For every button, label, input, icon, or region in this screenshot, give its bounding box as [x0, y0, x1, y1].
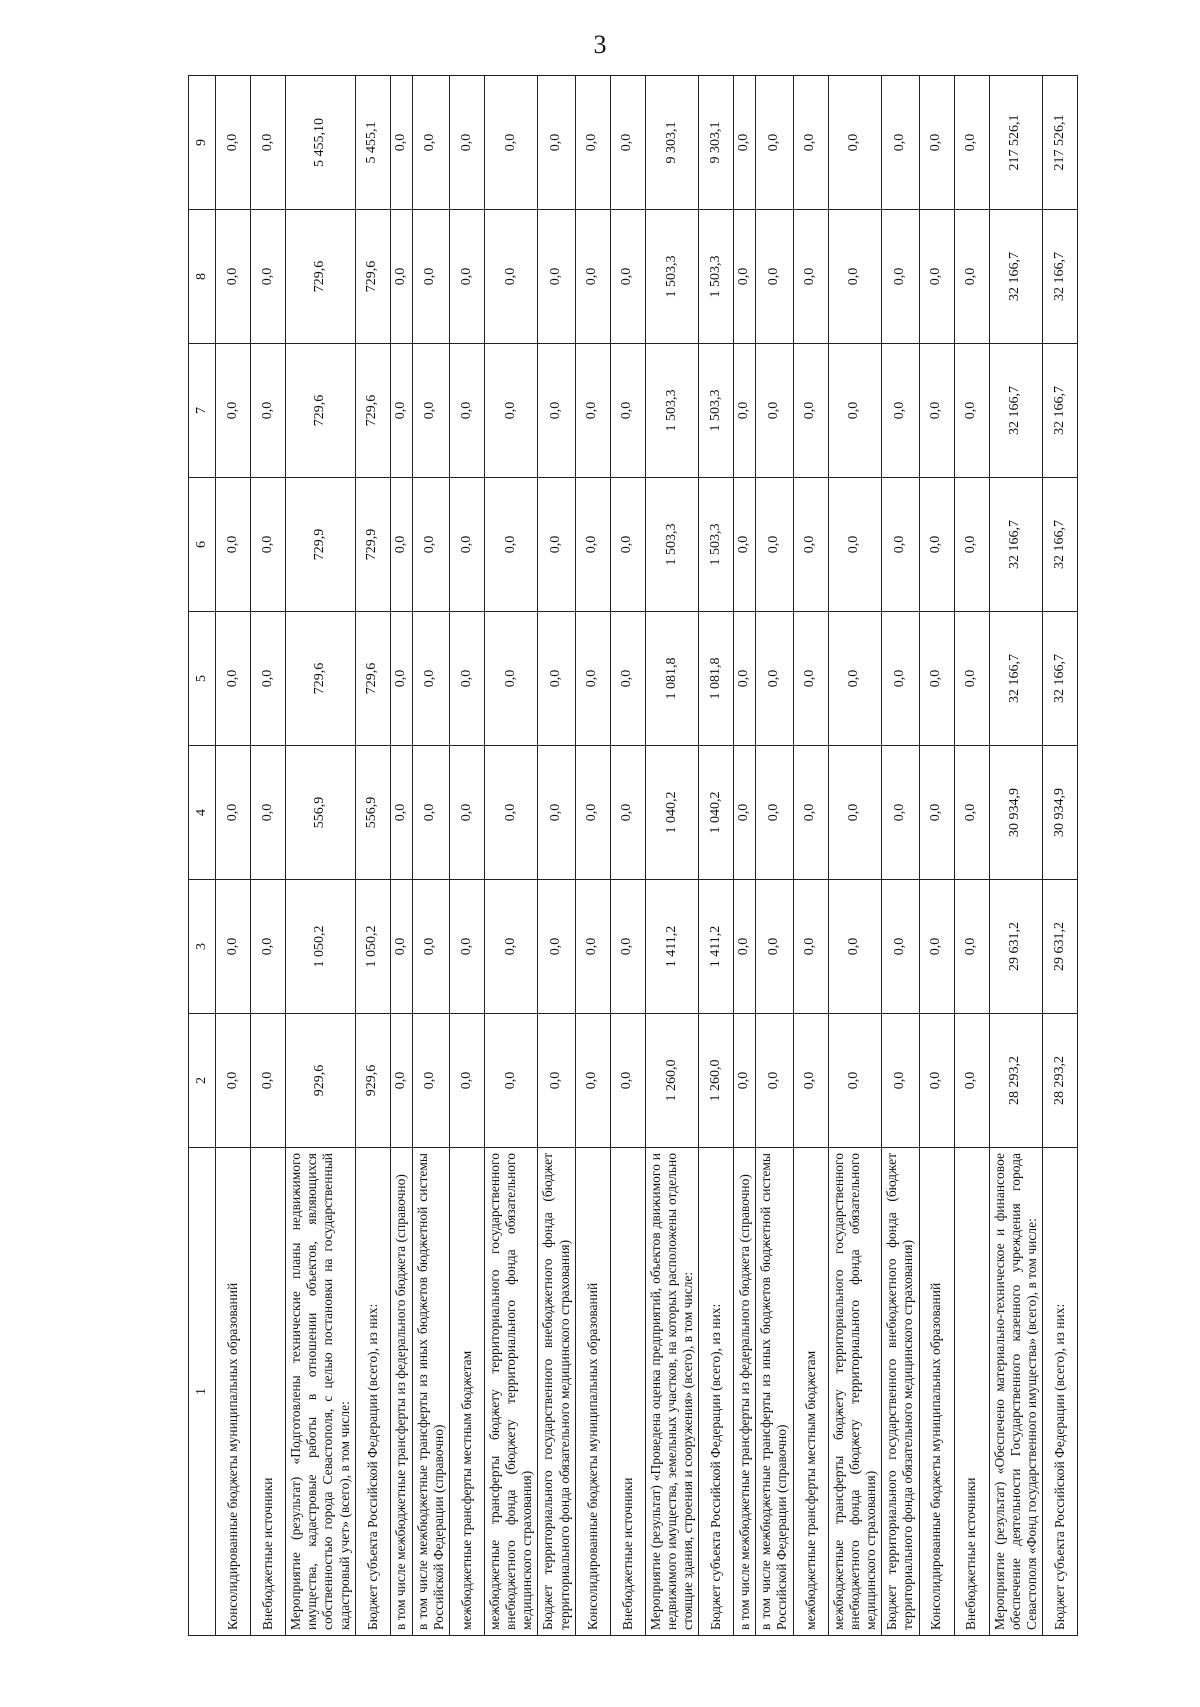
- row-value: 0,0: [449, 210, 484, 344]
- row-label: Консолидированные бюджеты муниципальных образований: [575, 1148, 610, 1636]
- column-header-7: 7: [189, 344, 216, 478]
- row-value: 0,0: [575, 1014, 610, 1148]
- row-value: 0,0: [882, 746, 919, 880]
- table-header-row: [189, 76, 216, 1636]
- row-value: 0,0: [828, 612, 882, 746]
- row-value: 0,0: [390, 344, 412, 478]
- row-value: 729,6: [355, 210, 390, 344]
- column-header-3: 3: [189, 880, 216, 1014]
- row-value: 32 166,7: [1043, 612, 1078, 746]
- row-value: 0,0: [216, 76, 251, 210]
- row-value: 0,0: [828, 880, 882, 1014]
- row-label: Бюджет субъекта Российской Федерации (всего), из них:: [1043, 1148, 1078, 1636]
- row-value: 32 166,7: [1043, 210, 1078, 344]
- row-value: 0,0: [954, 612, 989, 746]
- row-label: Мероприятие (результат) «Подготовлены технические планы недвижимого имущества, кадастровые работы в отношении объектов, являющихся собственностью города Севастополя, с целью постановки на государственный кадастровый учет» (всего), в том числе:: [286, 1148, 356, 1636]
- row-value: 0,0: [484, 344, 538, 478]
- row-value: 0,0: [251, 746, 286, 880]
- row-value: 0,0: [828, 478, 882, 612]
- row-value: 0,0: [251, 612, 286, 746]
- row-value: 0,0: [610, 880, 645, 1014]
- row-value: 556,9: [286, 746, 356, 880]
- row-value: 0,0: [251, 880, 286, 1014]
- row-value: 0,0: [756, 478, 793, 612]
- row-label: Мероприятие (результат) «Обеспечено материально-техническое и финансовое обеспечение деятельности Государственного казенного учреждения города Севастополя «Фонд государственного имущества» (всего), в том числе:: [989, 1148, 1043, 1636]
- row-value: 0,0: [575, 612, 610, 746]
- row-value: 0,0: [216, 880, 251, 1014]
- row-value: 0,0: [449, 1014, 484, 1148]
- row-value: 0,0: [610, 1014, 645, 1148]
- row-value: 0,0: [484, 76, 538, 210]
- row-value: 0,0: [575, 210, 610, 344]
- row-label: Мероприятие (результат) «Проведена оценка предприятий, объектов движимого и недвижимого имущества, земельных участков, на которых расположены отдельно стоящие здания, строения и сооружения» (всего), в том числе:: [645, 1148, 699, 1636]
- row-label: Внебюджетные источники: [954, 1148, 989, 1636]
- row-value: 1 503,3: [645, 344, 699, 478]
- row-value: 0,0: [390, 612, 412, 746]
- table-row: [286, 76, 356, 1636]
- row-value: 0,0: [919, 746, 954, 880]
- table-row: [1043, 76, 1078, 1636]
- row-value: 1 050,2: [286, 880, 356, 1014]
- table-row: [610, 76, 645, 1636]
- row-value: 0,0: [484, 210, 538, 344]
- row-value: 0,0: [882, 76, 919, 210]
- row-label: в том числе межбюджетные трансферты из федерального бюджета (справочно): [734, 1148, 756, 1636]
- row-value: 0,0: [575, 746, 610, 880]
- row-value: 0,0: [538, 612, 575, 746]
- row-value: 0,0: [216, 478, 251, 612]
- row-value: 0,0: [734, 746, 756, 880]
- row-value: 0,0: [538, 210, 575, 344]
- row-value: 0,0: [756, 612, 793, 746]
- row-value: 28 293,2: [989, 1014, 1043, 1148]
- row-value: 0,0: [756, 76, 793, 210]
- row-value: 1 081,8: [645, 612, 699, 746]
- row-value: 0,0: [828, 210, 882, 344]
- column-header-6: 6: [189, 478, 216, 612]
- row-value: 0,0: [756, 746, 793, 880]
- row-label: Бюджет субъекта Российской Федерации (всего), из них:: [699, 1148, 734, 1636]
- row-value: 1 040,2: [645, 746, 699, 880]
- row-value: 929,6: [286, 1014, 356, 1148]
- table-row: [734, 76, 756, 1636]
- row-value: 0,0: [449, 344, 484, 478]
- row-value: 0,0: [828, 76, 882, 210]
- row-value: 0,0: [954, 478, 989, 612]
- table-row: [645, 76, 699, 1636]
- column-header-8: 8: [189, 210, 216, 344]
- row-value: 729,6: [286, 344, 356, 478]
- table-row: [756, 76, 793, 1636]
- row-value: 32 166,7: [989, 210, 1043, 344]
- row-value: 9 303,1: [645, 76, 699, 210]
- row-value: 0,0: [793, 76, 828, 210]
- row-value: 0,0: [734, 880, 756, 1014]
- column-header-9: 9: [189, 76, 216, 210]
- row-label: Консолидированные бюджеты муниципальных образований: [216, 1148, 251, 1636]
- row-value: 0,0: [390, 880, 412, 1014]
- column-header-4: 4: [189, 746, 216, 880]
- row-value: 0,0: [575, 880, 610, 1014]
- row-value: 0,0: [484, 746, 538, 880]
- row-value: 0,0: [538, 344, 575, 478]
- row-value: 1 081,8: [699, 612, 734, 746]
- row-value: 729,6: [355, 344, 390, 478]
- row-value: 0,0: [216, 344, 251, 478]
- row-value: 1 411,2: [645, 880, 699, 1014]
- row-value: 929,6: [355, 1014, 390, 1148]
- row-value: 32 166,7: [989, 478, 1043, 612]
- row-value: 0,0: [412, 612, 449, 746]
- row-value: 0,0: [793, 880, 828, 1014]
- row-label: Бюджет территориального государственного внебюджетного фонда (бюджет территориального фонда обязательного медицинского страхования): [538, 1148, 575, 1636]
- row-value: 0,0: [734, 210, 756, 344]
- row-value: 0,0: [251, 1014, 286, 1148]
- row-value: 0,0: [575, 76, 610, 210]
- row-label: межбюджетные трансферты местным бюджетам: [449, 1148, 484, 1636]
- row-value: 0,0: [390, 1014, 412, 1148]
- row-value: 0,0: [610, 746, 645, 880]
- row-value: 0,0: [919, 612, 954, 746]
- row-value: 0,0: [216, 1014, 251, 1148]
- row-value: 0,0: [734, 1014, 756, 1148]
- row-value: 0,0: [882, 1014, 919, 1148]
- table-row: [390, 76, 412, 1636]
- row-label: Внебюджетные источники: [610, 1148, 645, 1636]
- row-value: 729,6: [286, 612, 356, 746]
- row-value: 729,6: [355, 612, 390, 746]
- row-value: 0,0: [538, 880, 575, 1014]
- table-body: [216, 76, 1078, 1636]
- row-value: 0,0: [484, 478, 538, 612]
- table-row: [412, 76, 449, 1636]
- row-value: 0,0: [828, 344, 882, 478]
- row-value: 0,0: [390, 210, 412, 344]
- row-value: 0,0: [412, 880, 449, 1014]
- row-value: 0,0: [251, 76, 286, 210]
- row-value: 0,0: [756, 880, 793, 1014]
- table-row: [251, 76, 286, 1636]
- row-value: 0,0: [793, 746, 828, 880]
- table-row: [793, 76, 828, 1636]
- row-value: 0,0: [954, 76, 989, 210]
- row-value: 0,0: [412, 478, 449, 612]
- table-row: [828, 76, 882, 1636]
- row-value: 0,0: [954, 344, 989, 478]
- table-row: [954, 76, 989, 1636]
- row-value: 0,0: [390, 478, 412, 612]
- table-row: [449, 76, 484, 1636]
- table-row: [575, 76, 610, 1636]
- row-value: 0,0: [734, 76, 756, 210]
- row-value: 0,0: [251, 344, 286, 478]
- column-header-2: 2: [189, 1014, 216, 1148]
- row-value: 0,0: [954, 880, 989, 1014]
- row-value: 0,0: [882, 344, 919, 478]
- row-value: 1 050,2: [355, 880, 390, 1014]
- table-row: [538, 76, 575, 1636]
- column-header-1: 1: [189, 1148, 216, 1636]
- row-value: 0,0: [390, 76, 412, 210]
- row-value: 30 934,9: [989, 746, 1043, 880]
- row-label: Бюджет субъекта Российской Федерации (всего), из них:: [355, 1148, 390, 1636]
- table-row: [355, 76, 390, 1636]
- row-value: 30 934,9: [1043, 746, 1078, 880]
- row-value: 0,0: [919, 478, 954, 612]
- row-value: 0,0: [484, 1014, 538, 1148]
- row-value: 0,0: [756, 1014, 793, 1148]
- row-value: 0,0: [610, 344, 645, 478]
- row-label: межбюджетные трансферты местным бюджетам: [793, 1148, 828, 1636]
- row-value: 5 455,10: [286, 76, 356, 210]
- row-value: 32 166,7: [1043, 344, 1078, 478]
- row-value: 1 503,3: [699, 210, 734, 344]
- row-label: межбюджетные трансферты бюджету территориального государственного внебюджетного фонда (бюджету территориального фонда обязательного медицинского страхования): [828, 1148, 882, 1636]
- row-value: 0,0: [954, 1014, 989, 1148]
- row-value: 0,0: [412, 1014, 449, 1148]
- row-value: 0,0: [538, 746, 575, 880]
- row-value: 29 631,2: [1043, 880, 1078, 1014]
- table-row: [919, 76, 954, 1636]
- row-value: 0,0: [484, 880, 538, 1014]
- row-value: 0,0: [610, 76, 645, 210]
- row-value: 1 040,2: [699, 746, 734, 880]
- row-value: 0,0: [412, 746, 449, 880]
- row-value: 0,0: [610, 478, 645, 612]
- row-value: 0,0: [412, 76, 449, 210]
- row-value: 0,0: [882, 478, 919, 612]
- row-value: 0,0: [449, 478, 484, 612]
- row-value: 217 526,1: [1043, 76, 1078, 210]
- row-value: 0,0: [882, 880, 919, 1014]
- row-value: 1 503,3: [645, 210, 699, 344]
- row-value: 0,0: [449, 76, 484, 210]
- row-value: 0,0: [882, 612, 919, 746]
- row-value: 0,0: [793, 612, 828, 746]
- row-value: 0,0: [828, 1014, 882, 1148]
- row-value: 0,0: [538, 1014, 575, 1148]
- row-value: 0,0: [793, 1014, 828, 1148]
- row-value: 0,0: [412, 210, 449, 344]
- row-value: 1 260,0: [699, 1014, 734, 1148]
- row-value: 32 166,7: [989, 612, 1043, 746]
- row-value: 0,0: [412, 344, 449, 478]
- row-value: 1 503,3: [699, 478, 734, 612]
- row-value: 0,0: [216, 746, 251, 880]
- row-label: в том числе межбюджетные трансферты из иных бюджетов бюджетной системы Российской Федерации (справочно): [756, 1148, 793, 1636]
- row-value: 1 260,0: [645, 1014, 699, 1148]
- row-label: Консолидированные бюджеты муниципальных образований: [919, 1148, 954, 1636]
- row-value: 0,0: [756, 210, 793, 344]
- row-value: 0,0: [390, 746, 412, 880]
- row-value: 729,6: [286, 210, 356, 344]
- row-value: 0,0: [919, 1014, 954, 1148]
- row-value: 0,0: [575, 344, 610, 478]
- column-header-5: 5: [189, 612, 216, 746]
- row-value: 0,0: [449, 880, 484, 1014]
- row-value: 729,9: [355, 478, 390, 612]
- row-value: 0,0: [610, 612, 645, 746]
- row-value: 0,0: [919, 76, 954, 210]
- rotated-table-wrapper: [188, 76, 1088, 1636]
- row-value: 0,0: [610, 210, 645, 344]
- row-value: 0,0: [793, 344, 828, 478]
- row-value: 1 411,2: [699, 880, 734, 1014]
- row-value: 0,0: [919, 344, 954, 478]
- row-value: 0,0: [954, 210, 989, 344]
- row-value: 5 455,1: [355, 76, 390, 210]
- row-label: Бюджет территориального государственного внебюджетного фонда (бюджет территориального фонда обязательного медицинского страхования): [882, 1148, 919, 1636]
- row-value: 32 166,7: [989, 344, 1043, 478]
- page-number: 3: [593, 30, 607, 59]
- row-value: 0,0: [538, 478, 575, 612]
- table-row: [989, 76, 1043, 1636]
- row-value: 32 166,7: [1043, 478, 1078, 612]
- row-value: 0,0: [449, 612, 484, 746]
- row-value: 556,9: [355, 746, 390, 880]
- row-value: 0,0: [882, 210, 919, 344]
- row-value: 29 631,2: [989, 880, 1043, 1014]
- row-value: 1 503,3: [699, 344, 734, 478]
- row-value: 0,0: [575, 478, 610, 612]
- row-value: 0,0: [828, 746, 882, 880]
- row-value: 0,0: [484, 612, 538, 746]
- row-label: межбюджетные трансферты бюджету территориального государственного внебюджетного фонда (бюджету территориального фонда обязательного медицинского страхования): [484, 1148, 538, 1636]
- table-row: [882, 76, 919, 1636]
- row-value: 0,0: [793, 210, 828, 344]
- row-value: 729,9: [286, 478, 356, 612]
- row-value: 0,0: [734, 478, 756, 612]
- row-value: 0,0: [449, 746, 484, 880]
- row-value: 0,0: [251, 210, 286, 344]
- row-value: 1 503,3: [645, 478, 699, 612]
- row-label: в том числе межбюджетные трансферты из федерального бюджета (справочно): [390, 1148, 412, 1636]
- row-value: 28 293,2: [1043, 1014, 1078, 1148]
- row-value: 0,0: [954, 746, 989, 880]
- row-value: 0,0: [734, 612, 756, 746]
- row-value: 0,0: [734, 344, 756, 478]
- row-value: 0,0: [919, 210, 954, 344]
- row-value: 9 303,1: [699, 76, 734, 210]
- table-row: [216, 76, 251, 1636]
- row-value: 217 526,1: [989, 76, 1043, 210]
- table-row: [699, 76, 734, 1636]
- row-value: 0,0: [919, 880, 954, 1014]
- row-label: Внебюджетные источники: [251, 1148, 286, 1636]
- table-row: [484, 76, 538, 1636]
- row-value: 0,0: [251, 478, 286, 612]
- row-value: 0,0: [216, 210, 251, 344]
- budget-table: [188, 75, 1078, 1636]
- row-value: 0,0: [216, 612, 251, 746]
- row-value: 0,0: [793, 478, 828, 612]
- row-value: 0,0: [756, 344, 793, 478]
- row-value: 0,0: [538, 76, 575, 210]
- row-label: в том числе межбюджетные трансферты из иных бюджетов бюджетной системы Российской Федерации (справочно): [412, 1148, 449, 1636]
